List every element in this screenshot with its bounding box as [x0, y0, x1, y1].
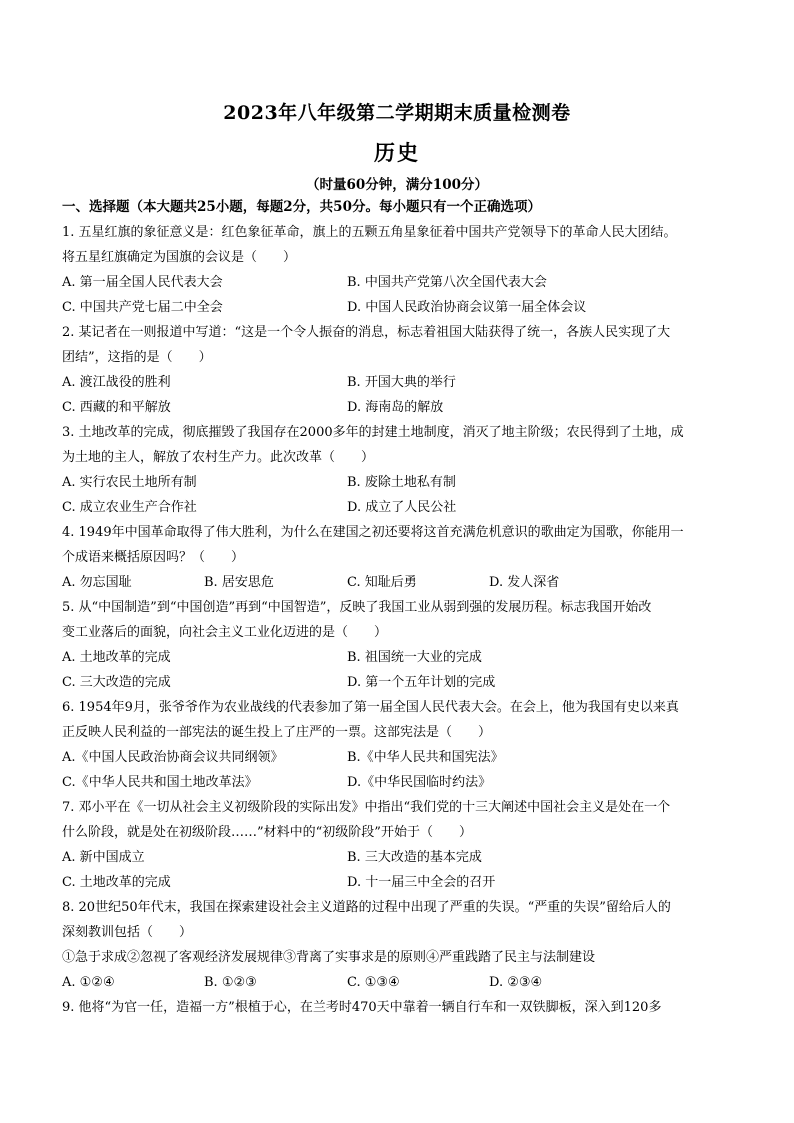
question-7-line-1: 7. 邓小平在《一切从社会主义初级阶段的实际出发》中指出“我们党的十三大阐述中国社会主义是处在一个 [62, 800, 671, 815]
question-2-line-2: 团结”，这指的是（ ） [62, 350, 212, 365]
question-1-option-c: C. 中国共产党七届二中全会 [62, 300, 223, 315]
question-4-option-b: B. 居安思危 [204, 575, 274, 590]
question-5-line-2: 变工业落后的面貌，向社会主义工业化迈进的是（ ） [62, 625, 388, 640]
question-2-option-a: A. 渡江战役的胜利 [62, 375, 171, 390]
question-7-option-a: A. 新中国成立 [62, 850, 145, 865]
question-4-option-c: C. 知耻后勇 [347, 575, 417, 590]
question-8-line-1: 8. 20世纪50年代末，我国在探索建设社会主义道路的过程中出现了严重的失误。“严重的失误”留给后人的 [62, 900, 671, 915]
question-6-option-d: D.《中华民国临时约法》 [347, 775, 492, 790]
question-3-line-2: 为土地的主人，解放了农村生产力。此次改革（ ） [62, 450, 375, 465]
question-1-option-d: D. 中国人民政治协商会议第一届全体会议 [347, 300, 587, 315]
question-6-option-c: C.《中华人民共和国土地改革法》 [62, 775, 258, 790]
question-3-option-c: C. 成立农业生产合作社 [62, 500, 197, 515]
question-4-line-2: 个成语来概括原因吗？（ ） [62, 550, 245, 565]
question-5-option-d: D. 第一个五年计划的完成 [347, 675, 496, 690]
question-6-option-a: A.《中国人民政治协商会议共同纲领》 [62, 750, 284, 765]
question-8-option-b: B. ①②③ [204, 975, 257, 990]
question-8-option-a: A. ①②④ [62, 975, 115, 990]
question-1-option-b: B. 中国共产党第八次全国代表大会 [347, 275, 547, 290]
question-6-option-b: B.《中华人民共和国宪法》 [347, 750, 504, 765]
exam-info: （时量60分钟，满分100分） [306, 177, 488, 193]
question-8-line-2: 深刻教训包括（ ） [62, 925, 193, 940]
question-7-option-b: B. 三大改造的基本完成 [347, 850, 482, 865]
question-5-option-a: A. 土地改革的完成 [62, 650, 171, 665]
question-4-line-1: 4. 1949年中国革命取得了伟大胜利，为什么在建国之初还要将这首充满危机意识的歌曲定为国歌，你能用一 [62, 525, 684, 540]
question-6-line-1: 6. 1954年9月，张爷爷作为农业战线的代表参加了第一届全国人民代表大会。在会上，他为我国有史以来真 [62, 700, 679, 715]
question-7-option-c: C. 土地改革的完成 [62, 875, 171, 890]
question-6-line-2: 正反映人民利益的一部宪法的诞生投上了庄严的一票。这部宪法是（ ） [62, 725, 492, 740]
question-1-line-1: 1. 五星红旗的象征意义是：红色象征革命，旗上的五颗五角星象征着中国共产党领导下的革命人民大团结。 [62, 225, 677, 240]
question-9-line-1: 9. 他将“为官一任，造福一方”根植于心，在兰考时470天中靠着一辆自行车和一双铁脚板，深入到120多 [62, 1000, 662, 1015]
question-1-option-a: A. 第一届全国人民代表大会 [62, 275, 223, 290]
question-4-option-d: D. 发人深省 [489, 575, 560, 590]
question-2-option-d: D. 海南岛的解放 [347, 400, 444, 415]
question-3-option-a: A. 实行农民土地所有制 [62, 475, 197, 490]
question-1-line-2: 将五星红旗确定为国旗的会议是（ ） [62, 250, 297, 265]
question-2-option-b: B. 开国大典的举行 [347, 375, 456, 390]
question-7-line-2: 什么阶段，就是处在初级阶段……”材料中的“初级阶段”开始于（ ） [62, 825, 472, 840]
question-8-line-3: ①急于求成②忽视了客观经济发展规律③背离了实事求是的原则④严重践踏了民主与法制建设 [62, 950, 596, 965]
question-8-option-c: C. ①③④ [347, 975, 400, 990]
question-8-option-d: D. ②③④ [489, 975, 543, 990]
section-heading: 一、选择题（本大题共25小题，每题2分，共50分。每小题只有一个正确选项） [62, 199, 541, 215]
question-5-option-c: C. 三大改造的完成 [62, 675, 171, 690]
question-3-option-d: D. 成立了人民公社 [347, 500, 457, 515]
question-2-line-1: 2. 某记者在一则报道中写道：“这是一个令人振奋的消息，标志着祖国大陆获得了统一，各族人民实现了大 [62, 325, 671, 340]
subject-title: 历史 [374, 140, 420, 165]
exam-title: 2023年八年级第二学期期末质量检测卷 [223, 102, 571, 124]
question-3-line-1: 3. 土地改革的完成，彻底摧毁了我国存在2000多年的封建土地制度，消灭了地主阶级；农民得到了土地，成 [62, 425, 684, 440]
question-5-option-b: B. 祖国统一大业的完成 [347, 650, 482, 665]
question-7-option-d: D. 十一届三中全会的召开 [347, 875, 496, 890]
question-4-option-a: A. 勿忘国耻 [62, 575, 132, 590]
question-2-option-c: C. 西藏的和平解放 [62, 400, 171, 415]
question-5-line-1: 5. 从“中国制造”到“中国创造”再到“中国智造”，反映了我国工业从弱到强的发展历程。标志我国开始改 [62, 600, 652, 615]
question-3-option-b: B. 废除土地私有制 [347, 475, 456, 490]
